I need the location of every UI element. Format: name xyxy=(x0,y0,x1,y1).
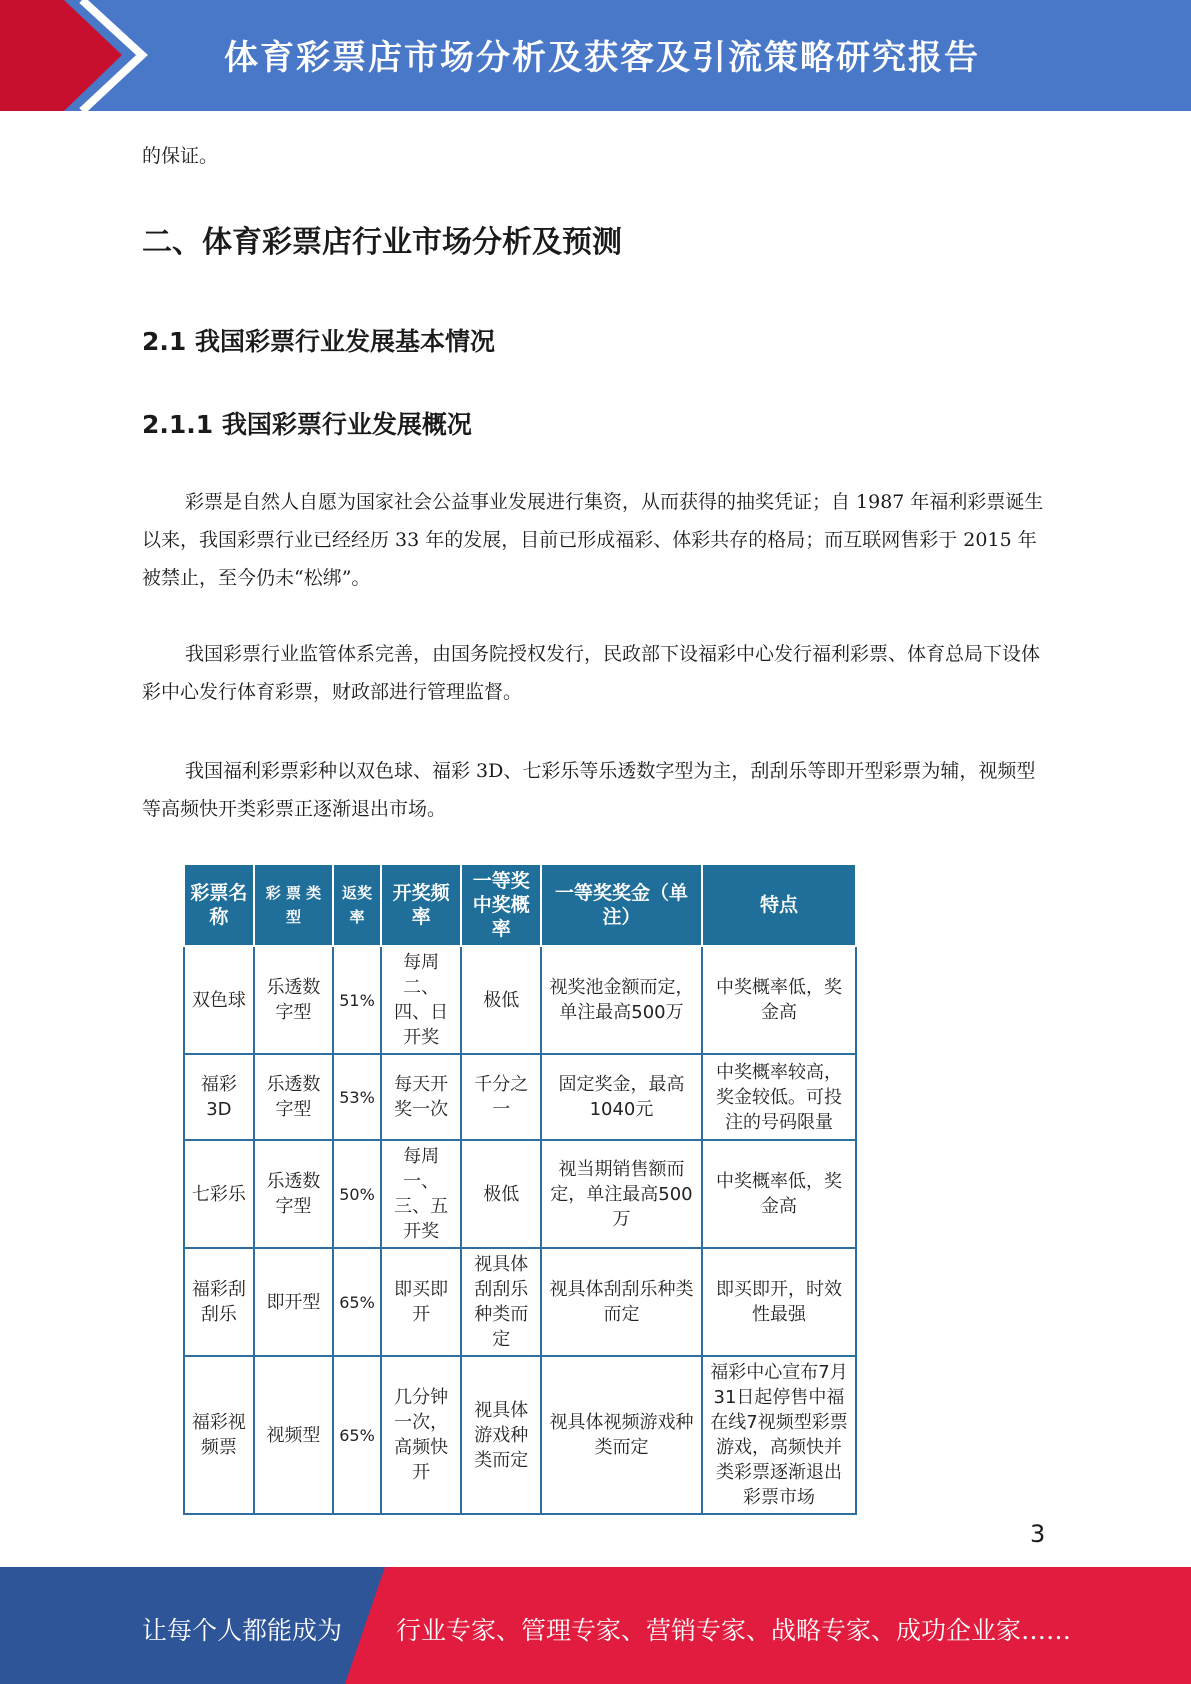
table-cell: 中奖概率低，奖金高 xyxy=(702,946,856,1054)
page-number: 3 xyxy=(1030,1520,1046,1548)
table-cell: 极低 xyxy=(461,946,541,1054)
table-row xyxy=(184,1356,856,1514)
table-cell: 福彩中心宣布7月31日起停售中福在线7视频型彩票游戏，高频快并类彩票逐渐退出彩票市场 xyxy=(702,1356,856,1514)
table-row xyxy=(184,946,856,1054)
table-cell: 乐透数字型 xyxy=(254,1140,334,1248)
table-cell: 福彩视频票 xyxy=(184,1356,254,1514)
table-cell: 53% xyxy=(333,1054,381,1140)
page-footer xyxy=(0,1567,1191,1684)
table-cell: 视奖池金额而定，单注最高500万 xyxy=(541,946,702,1054)
table-cell: 51% xyxy=(333,946,381,1054)
paragraph: 我国彩票行业监管体系完善，由国务院授权发行，民政部下设福彩中心发行福利彩票、体育总局下设体彩中心发行体育彩票，财政部进行管理监督。 xyxy=(142,643,1041,703)
table-cell: 50% xyxy=(333,1140,381,1248)
page-header xyxy=(0,0,1191,111)
table-cell: 视具体刮刮乐种类而定 xyxy=(541,1248,702,1356)
table-cell: 即买即开 xyxy=(381,1248,462,1356)
table-cell: 视具体刮刮乐种类而定 xyxy=(461,1248,541,1356)
table-header-cell: 一等奖奖金（单注） xyxy=(541,864,702,946)
table-row xyxy=(184,1248,856,1356)
paragraph: 我国福利彩票彩种以双色球、福彩 3D、七彩乐等乐透数字型为主，刮刮乐等即开型彩票为辅，视频型等高频快开类彩票正逐渐退出市场。 xyxy=(142,760,1036,820)
table-cell: 每周二、四、日开奖 xyxy=(381,946,462,1054)
table-cell: 视当期销售额而定，单注最高500万 xyxy=(541,1140,702,1248)
table-header-cell: 返奖率 xyxy=(333,864,381,946)
subsection-title: 2.1 我国彩票行业发展基本情况 xyxy=(142,327,495,356)
lottery-comparison-table xyxy=(183,863,857,1515)
table-header-cell: 一等奖中奖概率 xyxy=(461,864,541,946)
header-title: 体育彩票店市场分析及获客及引流策略研究报告 xyxy=(224,38,980,78)
table-cell: 中奖概率较高，奖金较低。可投注的号码限量 xyxy=(702,1054,856,1140)
table-cell: 福彩刮刮乐 xyxy=(184,1248,254,1356)
table-cell: 几分钟一次，高频快开 xyxy=(381,1356,462,1514)
section-title: 二、体育彩票店行业市场分析及预测 xyxy=(142,225,622,260)
footer-left-text: 让每个人都能成为 xyxy=(142,1616,343,1645)
table-header-cell: 彩 票 类 型 xyxy=(254,864,334,946)
table-cell: 双色球 xyxy=(184,946,254,1054)
table-cell: 固定奖金，最高1040元 xyxy=(541,1054,702,1140)
table-cell: 千分之一 xyxy=(461,1054,541,1140)
table-cell: 即开型 xyxy=(254,1248,334,1356)
table-cell: 七彩乐 xyxy=(184,1140,254,1248)
table-row xyxy=(184,1140,856,1248)
footer-right-text: 行业专家、管理专家、营销专家、战略专家、成功企业家…… xyxy=(396,1616,1072,1645)
table-cell: 中奖概率低，奖金高 xyxy=(702,1140,856,1248)
table-cell: 65% xyxy=(333,1248,381,1356)
table-cell: 每天开奖一次 xyxy=(381,1054,462,1140)
table-cell: 福彩3D xyxy=(184,1054,254,1140)
continued-text: 的保证。 xyxy=(142,145,219,167)
table-cell: 视具体游戏种类而定 xyxy=(461,1356,541,1514)
table-header-cell: 特点 xyxy=(702,864,856,946)
table-header-row xyxy=(184,864,856,946)
table-cell: 乐透数字型 xyxy=(254,1054,334,1140)
table-cell: 每周一、三、五开奖 xyxy=(381,1140,462,1248)
table-cell: 乐透数字型 xyxy=(254,946,334,1054)
subsubsection-title: 2.1.1 我国彩票行业发展概况 xyxy=(142,410,472,439)
table-cell: 极低 xyxy=(461,1140,541,1248)
table-row xyxy=(184,1054,856,1140)
table-cell: 即买即开，时效性最强 xyxy=(702,1248,856,1356)
table-cell: 视频型 xyxy=(254,1356,334,1514)
table-cell: 65% xyxy=(333,1356,381,1514)
table-cell: 视具体视频游戏种类而定 xyxy=(541,1356,702,1514)
table-header-cell: 开奖频率 xyxy=(381,864,462,946)
header-arrow-decoration xyxy=(0,0,160,111)
paragraph: 彩票是自然人自愿为国家社会公益事业发展进行集资，从而获得的抽奖凭证；自 1987 年福利彩票诞生以来，我国彩票行业已经经历 33 年的发展，目前已形成福彩、体彩共存的格局；而互联网售彩于 2015 年被禁止，至今仍未“松绑”。 xyxy=(142,491,1044,589)
table-header-cell: 彩票名称 xyxy=(184,864,254,946)
